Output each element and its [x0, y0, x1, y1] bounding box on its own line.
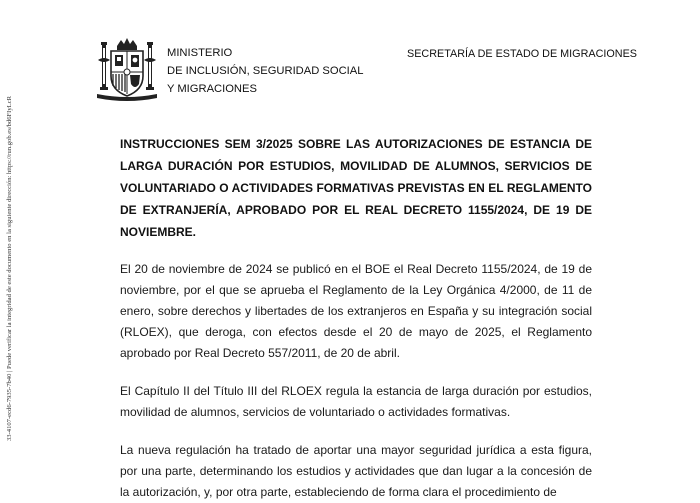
- paragraph: La nueva regulación ha tratado de aportar una mayor seguridad jurídica a esta figura, por una parte, determinando los estudios y actividades que dan lugar a la concesión de la autorización, y, por otra parte, estableciendo de forma clara el procedimiento de: [120, 443, 592, 499]
- paragraph: El 20 de noviembre de 2024 se publicó en el BOE el Real Decreto 1155/2024, de 19 de noviembre, por el que se aprueba el Reglamento de la Ley Orgánica 4/2000, de 11 de enero, sobre derechos y libertades de los extranjeros en España y su integración social (RLOEX), que deroga, con efectos desde el 20 de mayo de 2025, el Reglamento aprobado por Real Decreto 557/2011, de 20 de abril.: [120, 262, 592, 360]
- ministry-line: MINISTERIO: [167, 47, 233, 59]
- document-title: INSTRUCCIONES SEM 3/2025 SOBRE LAS AUTORIZACIONES DE ESTANCIA DE LARGA DURACIÓN POR ESTUDIOS, MOVILIDAD DE ALUMNOS, SERVICIOS DE VOLUNTARIADO O ACTIVIDADES FORMATIVAS PREVISTAS EN EL REGLAMENTO DE EXTRANJERÍA, APROBADO POR EL REAL DECRETO 1155/2024, DE 19 DE NOVIEMBRE.: [120, 137, 592, 239]
- secretaria-label: SECRETARÍA DE ESTADO DE MIGRACIONES: [407, 48, 637, 60]
- verification-side-note: [2, 0, 16, 441]
- coat-of-arms-icon: [95, 36, 159, 104]
- ministry-line: Y MIGRACIONES: [167, 83, 257, 95]
- paragraph: El Capítulo II del Título III del RLOEX regula la estancia de larga duración por estudios, movilidad de alumnos, servicios de voluntariado o actividades formativas.: [120, 384, 592, 419]
- verification-text: 33-4107-ecd6-7935-7b40 | Puede verificar la integridad de este documento en la siguiente dirección: https://run.gob.es/bd6FIyLcR: [6, 95, 13, 441]
- ministry-line: DE INCLUSIÓN, SEGURIDAD SOCIAL: [167, 65, 364, 77]
- document-body: [120, 133, 592, 503]
- ministry-name: [167, 44, 363, 98]
